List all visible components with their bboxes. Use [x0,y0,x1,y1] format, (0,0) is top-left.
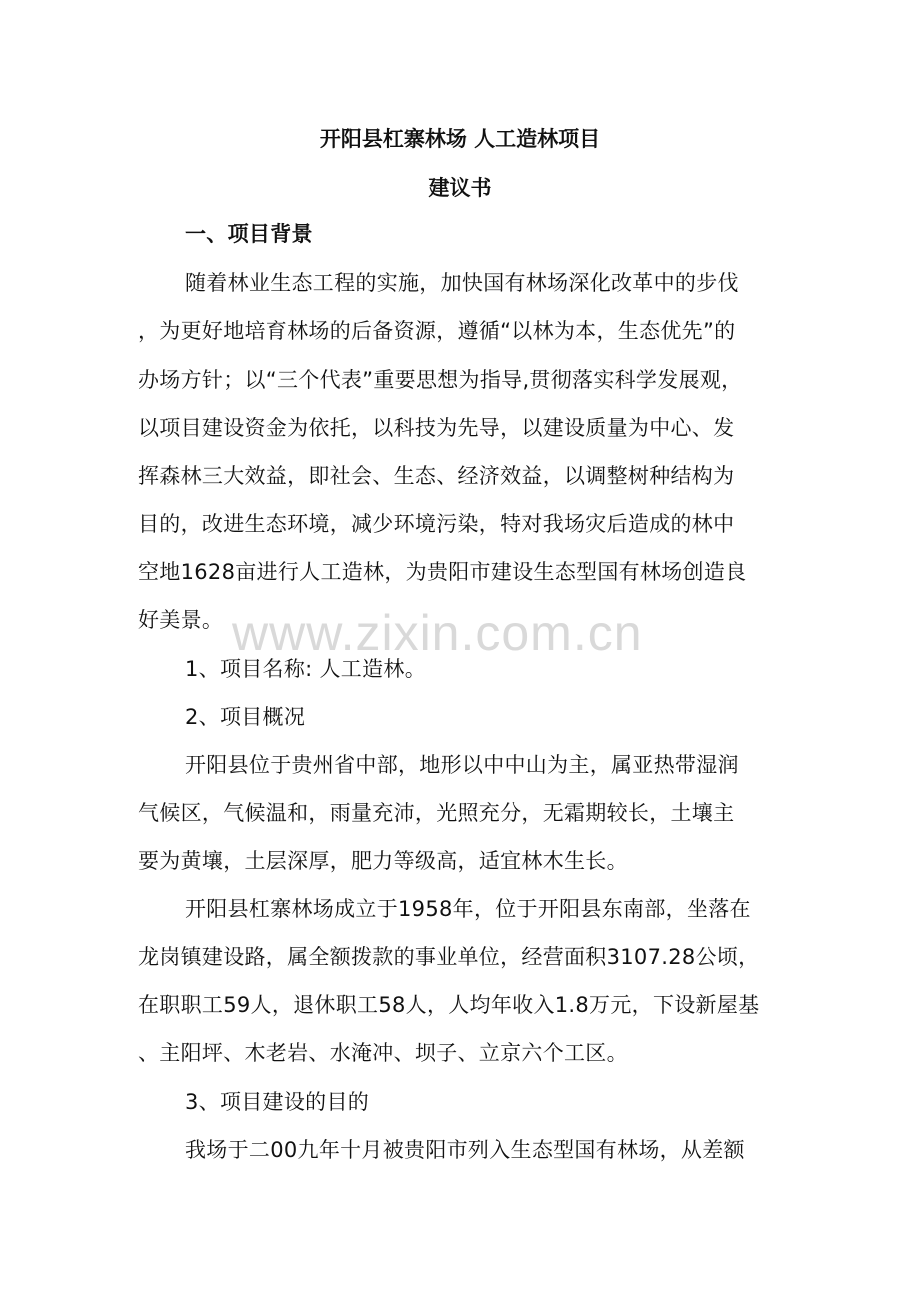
paragraph-line: 办场方针；以“三个代表”重要思想为指导,贯彻落实科学发展观， [138,368,743,392]
paragraph-line: 开阳县位于贵州省中部，地形以中中山为主，属亚热带湿润 [185,753,739,777]
item-project-overview: 2、项目概况 [185,705,306,729]
paragraph-line: 气候区，气候温和，雨量充沛，光照充分，无霜期较长，土壤主 [138,801,735,825]
paragraph-line: 好美景。 [138,608,224,632]
paragraph-line: 挥森林三大效益，即社会、生态、经济效益，以调整树种结构为 [138,464,735,488]
paragraph-line: ，为更好地培育林场的后备资源，遵循“以林为本，生态优先”的 [138,319,736,343]
paragraph-line: 在职职工59人，退休职工58人，人均年收入1.8万元，下设新屋基 [138,993,760,1017]
section-heading-background: 一、项目背景 [185,222,313,246]
paragraph-line: 龙岗镇建设路，属全额拨款的事业单位，经营面积3107.28公顷， [138,945,760,969]
item-project-purpose: 3、项目建设的目的 [185,1090,370,1114]
paragraph-line: 我场于二00九年十月被贵阳市列入生态型国有林场，从差额 [185,1138,745,1162]
paragraph-line: 要为黄壤，土层深厚，肥力等级高，适宜林木生长。 [138,849,628,873]
item-project-name: 1、项目名称: 人工造林。 [185,657,427,681]
paragraph-line: 开阳县杠寨林场成立于1958年，位于开阳县东南部，坐落在 [185,897,751,921]
paragraph-line: 以项目建设资金为依托，以科技为先导，以建设质量为中心、发 [138,416,735,440]
document-subtitle: 建议书 [428,176,492,200]
paragraph-line: 目的，改进生态环境，减少环境污染，特对我场灾后造成的林中 [138,512,735,536]
paragraph-line: 、主阳坪、木老岩、水淹冲、坝子、立京六个工区。 [138,1041,628,1065]
document-title: 开阳县杠寨林场 人工造林项目 [319,127,601,151]
paragraph-line: 随着林业生态工程的实施，加快国有林场深化改革中的步伐 [185,271,739,295]
watermark: www.zixin.com.cn [232,605,643,661]
paragraph-line: 空地1628亩进行人工造林，为贵阳市建设生态型国有林场创造良 [138,560,747,584]
